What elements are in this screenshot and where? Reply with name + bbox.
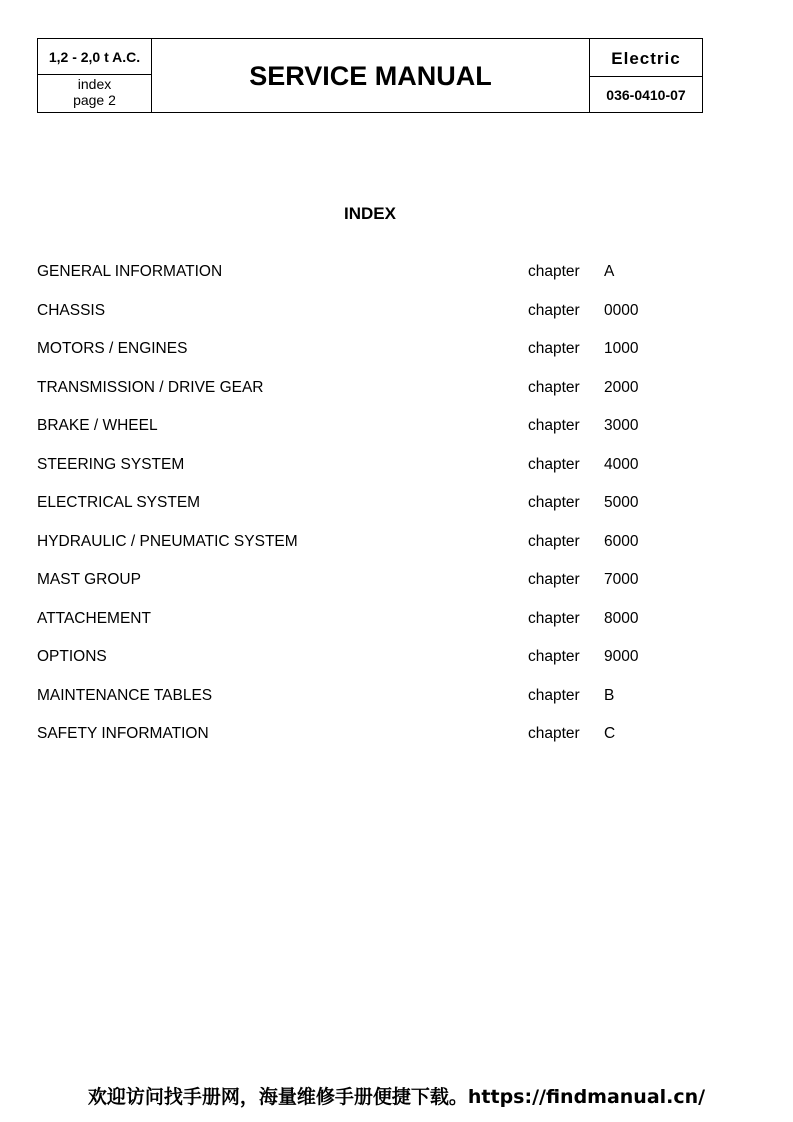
toc-chapter-number: 8000 — [604, 609, 639, 627]
toc-chapter-number: B — [604, 686, 615, 704]
toc-chapter-number: 5000 — [604, 494, 639, 511]
toc-label: MAST GROUP — [37, 571, 141, 588]
toc-chapter-word: chapter — [528, 532, 580, 550]
toc-chapter-number: 9000 — [604, 648, 639, 665]
toc-chapter-word: chapter — [528, 609, 580, 627]
toc-row[interactable] — [37, 456, 717, 495]
toc-row[interactable] — [37, 610, 717, 649]
toc-chapter-word: chapter — [528, 417, 580, 434]
toc-row[interactable] — [37, 494, 717, 533]
toc-label: SAFETY INFORMATION — [37, 725, 209, 742]
toc-chapter-word: chapter — [528, 686, 580, 704]
toc-row[interactable] — [37, 379, 717, 418]
header-right-cell — [589, 39, 702, 112]
toc-chapter-word: chapter — [528, 455, 580, 473]
document-code: 036-0410-07 — [606, 87, 686, 103]
toc-row[interactable] — [37, 648, 717, 687]
page-reference — [38, 75, 151, 108]
header-left-cell — [38, 39, 152, 112]
toc-chapter-word: chapter — [528, 571, 580, 588]
toc-chapter-number: 4000 — [604, 455, 639, 473]
header-title-cell — [152, 39, 589, 112]
toc-chapter-number: 6000 — [604, 532, 639, 550]
table-of-contents — [37, 263, 717, 764]
toc-label: BRAKE / WHEEL — [37, 417, 158, 434]
section-label: index — [77, 76, 112, 92]
toc-chapter-word: chapter — [528, 301, 580, 319]
toc-row[interactable] — [37, 571, 717, 610]
index-heading: INDEX — [344, 204, 396, 223]
toc-label: GENERAL INFORMATION — [37, 263, 223, 280]
toc-row[interactable] — [37, 533, 717, 572]
toc-row[interactable] — [37, 725, 717, 764]
toc-label: MOTORS / ENGINES — [37, 340, 188, 357]
toc-row[interactable] — [37, 302, 717, 341]
toc-chapter-word: chapter — [528, 378, 580, 396]
toc-label: OPTIONS — [37, 648, 107, 665]
manual-title: SERVICE MANUAL — [249, 61, 492, 91]
toc-row[interactable] — [37, 687, 717, 726]
footer-watermark[interactable]: 欢迎访问找手册网，海量维修手册便捷下载。https://findmanual.cn/ — [87, 1086, 706, 1108]
toc-chapter-number: 0000 — [604, 301, 639, 319]
toc-chapter-number: 3000 — [604, 417, 639, 434]
toc-chapter-word: chapter — [528, 648, 580, 665]
toc-chapter-word: chapter — [528, 725, 580, 742]
page-number: page 2 — [73, 92, 116, 108]
toc-label: MAINTENANCE TABLES — [37, 686, 213, 704]
toc-label: HYDRAULIC / PNEUMATIC SYSTEM — [37, 532, 298, 550]
toc-chapter-number: 7000 — [604, 571, 639, 588]
capacity-label: 1,2 - 2,0 t A.C. — [38, 39, 151, 75]
toc-chapter-number: C — [604, 725, 616, 742]
toc-chapter-word: chapter — [528, 263, 580, 280]
toc-chapter-word: chapter — [528, 494, 580, 511]
toc-label: CHASSIS — [37, 301, 106, 319]
toc-row[interactable] — [37, 263, 717, 302]
toc-label: ATTACHEMENT — [37, 609, 151, 627]
toc-label: STEERING SYSTEM — [37, 455, 185, 473]
header-table — [37, 38, 703, 113]
toc-label: ELECTRICAL SYSTEM — [37, 494, 201, 511]
toc-chapter-number: 1000 — [604, 340, 639, 357]
toc-chapter-number: 2000 — [604, 378, 639, 396]
toc-chapter-number: A — [604, 263, 615, 280]
drive-type-label: Electric — [590, 39, 702, 77]
toc-row[interactable] — [37, 340, 717, 379]
toc-chapter-word: chapter — [528, 340, 580, 357]
toc-label: TRANSMISSION / DRIVE GEAR — [37, 378, 264, 396]
toc-row[interactable] — [37, 417, 717, 456]
